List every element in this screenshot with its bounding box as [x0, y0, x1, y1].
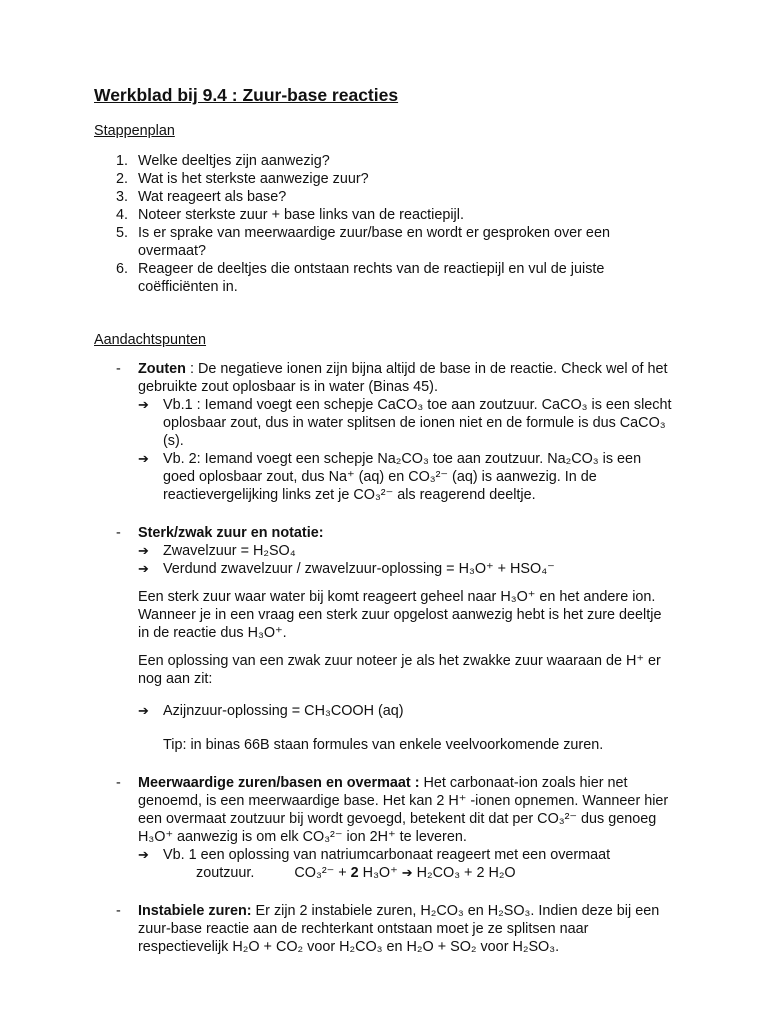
arrow-icon: ➔: [138, 451, 149, 466]
point-instabiel: - Instabiele zuren: Er zijn 2 instabiele zuren, H₂CO₃ en H₂SO₃. Indien deze bij een zuur-base reactie aan de rechterkant ontstaan moet je ze splitsen naar respectievelijk H₂O + CO₂ voor H₂CO₃ en H₂O + SO₂ voor H₂SO₃.: [116, 903, 660, 955]
worksheet-page: [94, 84, 674, 956]
arrow-line: ➔ Azijnzuur-oplossing = CH₃COOH (aq): [138, 703, 404, 719]
point-label: Zouten: [138, 361, 186, 377]
list-item: 3. Wat reageert als base?: [116, 189, 287, 205]
bullet-dash: -: [116, 903, 121, 919]
arrow-icon: ➔: [138, 847, 149, 862]
example-1: ➔ Vb. 1 een oplossing van natriumcarbonaat reageert met een overmaat: [138, 847, 611, 863]
list-item: 1. Welke deeltjes zijn aanwezig?: [116, 153, 330, 169]
example-2: ➔ Vb. 2: Iemand voegt een schepje Na₂CO₃ toe aan zoutzuur. Na₂CO₃ is een goed oplosbaar zout, dus Na⁺ (aq) en CO₃²⁻ (aq) is aanwezig. In de reactievergelijking links zet je CO₃²⁻ als reagerend deeltje.: [138, 451, 642, 503]
steps-list: [94, 152, 674, 296]
point-meerwaardig: - Meerwaardige zuren/basen en overmaat : Het carbonaat-ion zoals hier net genoemd, is een meerwaardige base. Het kan 2 H⁺ -ionen opnemen. Wanneer hier een overmaat zoutzuur bij wordt gevoegd, betekent dit dat per CO₃²⁻ dus genoeg H₃O⁺ aanwezig is om elk CO₃²⁻ ion 2H⁺ te leveren. ➔ Vb. 1 een oplossing van natriumcarbonaat reageert met een overmaat zoutzuur. CO₃²⁻ + 2 H₃O⁺ ➔ H₂CO₃ + 2 H₂O: [94, 774, 674, 882]
point-label: Meerwaardige zuren/basen en overmaat :: [138, 775, 420, 791]
stappenplan-heading: Stappenplan: [94, 123, 175, 139]
arrow-icon: ➔: [401, 865, 413, 880]
tip-text: Tip: in binas 66B staan formules van enkele veelvoorkomende zuren.: [163, 737, 604, 753]
arrow-icon: ➔: [138, 397, 149, 412]
bullet-dash: -: [116, 775, 121, 791]
bullet-dash: -: [116, 361, 121, 377]
paragraph: Een oplossing van een zwak zuur noteer je als het zwakke zuur waaraan de H⁺ er nog aan zit:: [138, 653, 661, 687]
reaction-equation: zoutzuur. CO₃²⁻ + 2 H₃O⁺ ➔ H₂CO₃ + 2 H₂O: [196, 865, 516, 881]
point-label: Sterk/zwak zuur en notatie:: [138, 525, 324, 541]
point-sterk-zwak: [94, 524, 674, 754]
list-item: 2. Wat is het sterkste aanwezige zuur?: [116, 171, 369, 187]
arrow-icon: ➔: [138, 543, 149, 558]
bullet-dash: -: [116, 525, 121, 541]
list-item: 6. Reageer de deeltjes die ontstaan rechts van de reactiepijl en vul de juiste coëfficiënten in.: [116, 261, 605, 295]
aandachtspunten-heading: Aandachtspunten: [94, 332, 207, 348]
arrow-line: ➔ Zwavelzuur = H₂SO₄: [138, 543, 296, 559]
paragraph: Een sterk zuur waar water bij komt reageert geheel naar H₃O⁺ en het andere ion. Wanneer je in een vraag een sterk zuur opgelost aanwezig hebt is het zure deeltje in de reactie dus H₃O⁺.: [138, 589, 662, 641]
arrow-icon: ➔: [138, 703, 149, 718]
page-title: Werkblad bij 9.4 : Zuur-base reacties: [94, 85, 399, 105]
example-1: ➔ Vb.1 : Iemand voegt een schepje CaCO₃ toe aan zoutzuur. CaCO₃ is een slecht oplosbaar zout, dus in water splitsen de ionen niet en de formule is dus CaCO₃ (s).: [138, 397, 672, 449]
list-item: 4. Noteer sterkste zuur + base links van de reactiepijl.: [116, 207, 464, 223]
point-label: Instabiele zuren:: [138, 903, 252, 919]
arrow-line: ➔ Verdund zwavelzuur / zwavelzuur-oplossing = H₃O⁺ + HSO₄⁻: [138, 561, 555, 577]
point-zouten: - Zouten : De negatieve ionen zijn bijna altijd de base in de reactie. Check wel of het gebruikte zout oplosbaar is in water (Binas 45). ➔ Vb.1 : Iemand voegt een schepje CaCO₃ toe aan zoutzuur. CaCO₃ is een slecht oplosbaar zout, dus in water splitsen de ionen niet en de formule is dus CaCO₃ (s). ➔ Vb. 2: Iemand voegt een schepje Na₂CO₃ toe aan zoutzuur. Na₂CO₃ is een goed oplosbaar zout, dus Na⁺ (aq) en CO₃²⁻ (aq) is aanwezig. In de reactievergelijking links zet je CO₃²⁻ als reagerend deeltje.: [94, 360, 674, 504]
arrow-icon: ➔: [138, 561, 149, 576]
list-item: 5. Is er sprake van meerwaardige zuur/base en wordt er gesproken over een overmaat?: [116, 225, 610, 259]
